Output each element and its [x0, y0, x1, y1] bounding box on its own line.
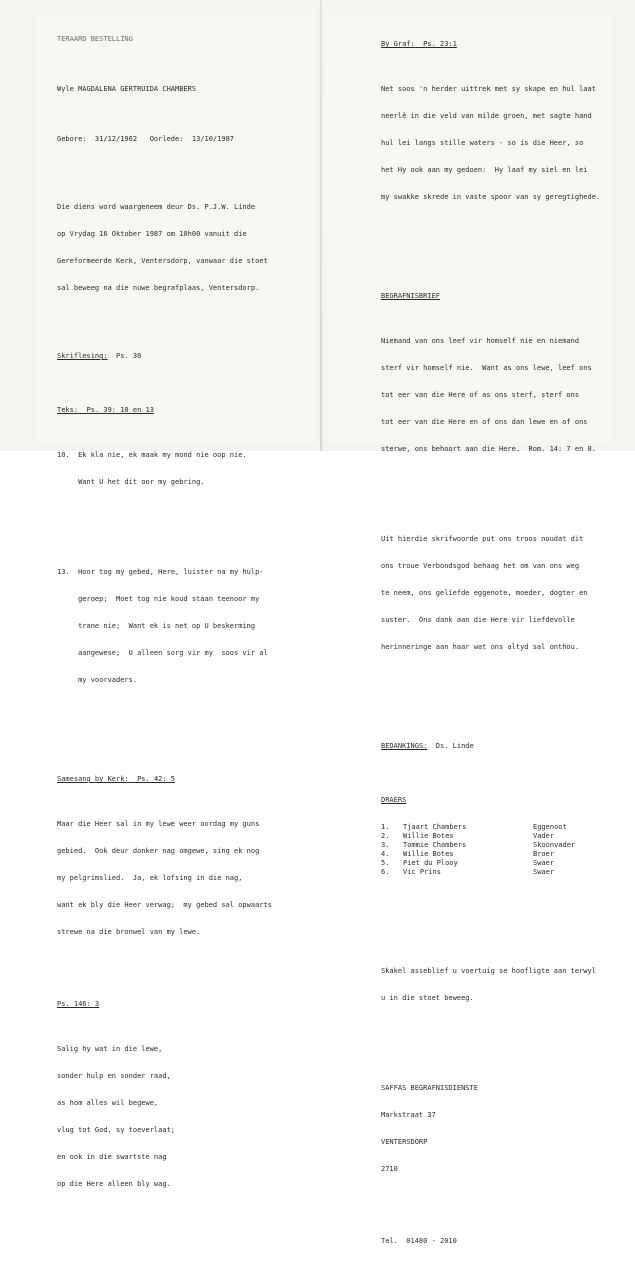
psalm-line: het Hy ook aan my gedoen: Hy laaf my siel en lei — [381, 166, 588, 174]
bearer-name: Willie Botes — [403, 850, 454, 858]
hymn-line: as hom alles wil begewe, — [57, 1099, 159, 1107]
hymn-line: en ook in die swartste nag — [57, 1153, 167, 1161]
table-row — [381, 859, 575, 868]
verse-line: my voorvaders. — [57, 676, 138, 684]
brief-text — [381, 319, 600, 472]
header-title: TERAARD BESTELLING — [57, 35, 133, 43]
skriflesing-line — [57, 352, 272, 361]
deceased-name: Wyle MAGDALENA GERTRUIDA CHAMBERS — [57, 85, 197, 93]
bearer-name: Vic Prins — [403, 868, 441, 876]
bedankings-value: Ds. Linde — [427, 742, 474, 750]
verse-line: trane nie; Want ek is net op U beskerming — [57, 622, 256, 630]
samesang-label: Samesang by Kerk: — [57, 775, 129, 783]
samesang-text — [57, 802, 272, 955]
brief-line: tot eer van die Here en of ons dan lewe en of ons — [381, 418, 588, 426]
bearer-relation: Eggenoot — [533, 823, 567, 831]
samesang-line — [57, 775, 272, 784]
row-number: 5. — [381, 859, 390, 867]
notice-line: u in die stoet beweeg. — [381, 994, 474, 1002]
hymn-line: want ek bly die Heer verwag; my gebed sal opwaarts — [57, 901, 272, 909]
ps146-text — [57, 1027, 272, 1207]
brief-line: herinneringe aan haar wat ons altyd sal onthou. — [381, 643, 580, 651]
bearer-relation: Swaer — [533, 868, 555, 876]
hymn-line: Maar die Heer sal in my lewe weer oordag my guns — [57, 820, 260, 828]
telephone: Tel. 01480 - 2010 — [381, 1237, 457, 1245]
brief-line: te neem, ons geliefde eggenote, moeder, dogter en — [381, 589, 588, 597]
hymn-line: gebied. Ook deur donker nag omgewe, sing ek nog — [57, 847, 260, 855]
bearer-name: Piet du Plooy — [403, 859, 458, 867]
table-row — [381, 823, 575, 832]
address-line: VENTERSDORP — [381, 1138, 428, 1146]
bearer-relation: Broer — [533, 850, 555, 858]
bedankings-line — [381, 742, 600, 751]
bearer-relation: Skoonvader — [533, 841, 576, 849]
brief-line: sterf vir homself nie. Want as ons lewe, leef ons — [381, 364, 592, 372]
graf-text — [381, 67, 600, 220]
birth-death-dates: Gebore: 31/12/1962 Oorlede: 13/10/1987 — [57, 135, 235, 143]
brief-line: Uit hierdie skrifwoorde put ons troos noudat dit — [381, 535, 584, 543]
graf-value: Ps. 23:1 — [414, 40, 457, 48]
begrafnisbrief-heading: BEGRAFNISBRIEF — [381, 292, 441, 300]
psalm-line: Net soos 'n herder uittrek met sy skape en hul laat — [381, 85, 596, 93]
bearer-name: Tjaart Chambers — [403, 823, 467, 831]
table-row — [381, 868, 575, 877]
verse-line: 13. Hoor tog my gebed, Here, luister na my hulp- — [57, 568, 264, 576]
table-row — [381, 841, 575, 850]
verse-line: 10. Ek kla nie, ek maak my mond nie oop nie. — [57, 451, 247, 459]
hymn-line: sonder hulp en sonder raad, — [57, 1072, 171, 1080]
row-number: 1. — [381, 823, 390, 831]
verse-line: Want U het dit oor my gebring. — [57, 478, 205, 486]
service-line: Gereformeerde Kerk, Ventersdorp, vanwaar die stoet — [57, 257, 268, 265]
skriflesing-value: Ps. 30 — [107, 352, 142, 360]
bearer-relation: Swaer — [533, 859, 555, 867]
service-paragraph — [57, 185, 272, 311]
notice-line: Skakel asseblief u voertuig se hoofligte aan terwyl — [381, 967, 596, 975]
teks-value: Ps. 39: 10 en 13 — [78, 406, 154, 414]
verse-13 — [57, 550, 272, 703]
graf-label: By Graf: — [381, 40, 415, 48]
right-column — [381, 22, 600, 1264]
hymn-line: my pelgrimslied. Ja, ek lofsing in die nag, — [57, 874, 243, 882]
service-line: sal beweeg na die nuwe begrafplaas, Ventersdorp. — [57, 284, 260, 292]
brief-line: suster. Ons dank aan die Here vir liefdevolle — [381, 616, 575, 624]
bearer-name: Tommie Chambers — [403, 841, 467, 849]
service-line: Die diens word waargeneem deur Ds. P.J.W. Linde — [57, 203, 256, 211]
table-row — [381, 832, 575, 841]
psalm-line: neerlê in die veld van milde groen, met sagte hand — [381, 112, 592, 120]
pallbearers-table — [381, 823, 575, 877]
hymn-line: vlug tot God, sy toeverlaat; — [57, 1126, 176, 1134]
brief-line: sterwe, ons behoort aan die Here. Rom. 14: 7 en 8. — [381, 445, 596, 453]
row-number: 4. — [381, 850, 390, 858]
address-line: Markstraat 37 — [381, 1111, 436, 1119]
row-number: 6. — [381, 868, 390, 876]
bedankings-label: BEDANKINGS: — [381, 742, 428, 750]
hymn-line: Salig hy wat in die lewe, — [57, 1045, 163, 1053]
table-row — [381, 850, 575, 859]
brief-line: tot eer van die Here of as ons sterf, sterf ons — [381, 391, 580, 399]
service-line: op Vrydag 16 Oktober 1987 om 10h00 vanuit die — [57, 230, 247, 238]
brief-line: Niemand van ons leef vir homself nie en niemand — [381, 337, 580, 345]
address-line: 2710 — [381, 1165, 398, 1173]
verse-10 — [57, 433, 272, 505]
headlights-notice — [381, 949, 600, 1021]
teks-line — [57, 406, 272, 415]
draers-heading: DRAERS — [381, 796, 407, 804]
left-column — [57, 17, 272, 1225]
undertaker-name: SAFFAS BEGRAFNISDIENSTE — [381, 1084, 478, 1092]
bearer-relation: Vader — [533, 832, 555, 840]
psalm-line: my swakke skrede in vaste spoor van sy geregtighede. — [381, 193, 601, 201]
bearer-name: Willie Botes — [403, 832, 454, 840]
hymn-line: op die Here alleen bly wag. — [57, 1180, 171, 1188]
ps146-heading: Ps. 146: 3 — [57, 1000, 100, 1008]
row-number: 2. — [381, 832, 390, 840]
page-fold — [320, 0, 322, 451]
undertaker-address — [381, 1066, 600, 1192]
graf-line — [381, 40, 600, 49]
row-number: 3. — [381, 841, 390, 849]
skriflesing-label: Skriflesing: — [57, 352, 108, 360]
teks-label: Teks: — [57, 406, 79, 414]
psalm-line: hul lei langs stille waters - so is die Heer, so — [381, 139, 584, 147]
samesang-value: Ps. 42: 5 — [128, 775, 176, 783]
verse-line: geroep; Moet tog nie koud staan teenoor my — [57, 595, 260, 603]
hymn-line: strewe na die bronwel van my lewe. — [57, 928, 201, 936]
brief-line: ons troue Verbondsgod behaag het om van ons weg — [381, 562, 580, 570]
brief-text-2 — [381, 517, 600, 670]
verse-line: aangewese; U alleen sorg vir my soos vir al — [57, 649, 268, 657]
